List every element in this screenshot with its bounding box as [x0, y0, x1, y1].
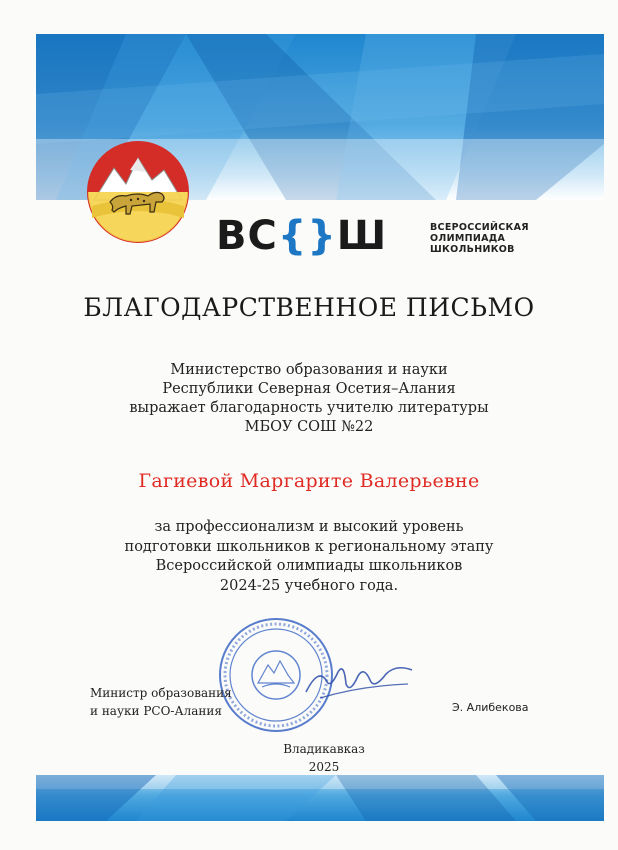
signature-icon: [300, 650, 420, 710]
bottom-decorative-banner: [36, 775, 604, 821]
vsosh-logo-wordmark: ВС{}Ш: [216, 213, 388, 259]
vsosh-logo-subtitle: ВСЕРОССИЙСКАЯ ОЛИМПИАДА ШКОЛЬНИКОВ: [430, 222, 529, 255]
minister-title: Министр образования и науки РСО-Алания: [90, 686, 232, 718]
ministry-paragraph: Министерство образования и науки Республики Северная Осетия–Алания выражает благодарность учителю литературы МБОУ СОШ №22: [129, 362, 489, 435]
signer-name: Э. Алибекова: [452, 701, 529, 714]
document-title: БЛАГОДАРСТВЕННОЕ ПИСЬМО: [83, 293, 535, 322]
place-and-year: [0, 740, 618, 776]
reason-paragraph: за профессионализм и высокий уровень подготовки школьников к региональному этапу Всероссийской олимпиады школьников 2024-25 учебного года.: [124, 519, 494, 594]
year: 2025: [308, 760, 340, 774]
vsosh-logo: [216, 212, 387, 260]
city: Владикавказ: [283, 742, 365, 756]
republic-emblem-icon: [86, 140, 190, 244]
recipient-name: Гагиевой Маргарите Валерьевне: [138, 470, 480, 492]
